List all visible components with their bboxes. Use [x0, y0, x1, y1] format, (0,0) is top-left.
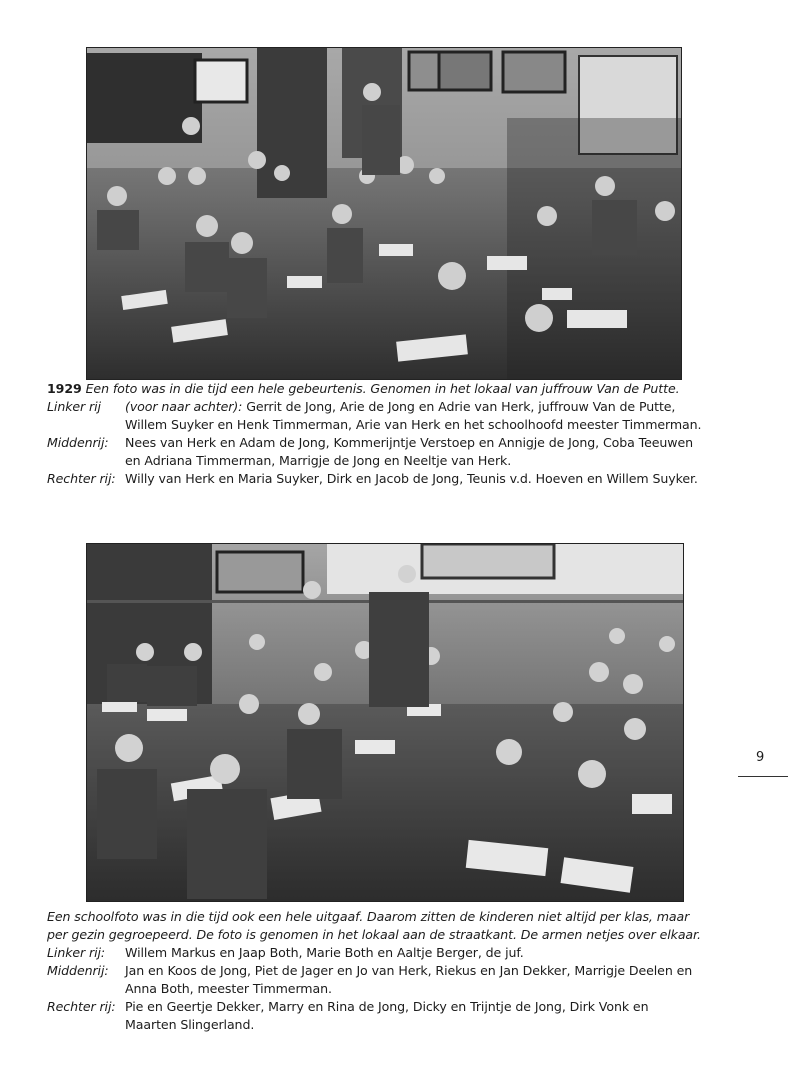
row-text: Maarten Slingerland. — [125, 1017, 255, 1032]
row-label: Middenrij: — [47, 963, 109, 978]
row-text: Anna Both, meester Timmerman. — [125, 981, 332, 996]
classroom-photo-street-side — [86, 543, 684, 902]
caption-row — [47, 944, 737, 962]
photo-1-caption — [47, 380, 737, 500]
caption-intro: Een foto was in die tijd een hele gebeurtenis. Genomen in het lokaal van juffrouw Van de Putte. — [85, 381, 680, 396]
row-text: Nees van Herk en Adam de Jong, Kommerijntje Verstoep en Annigje de Jong, Coba Teeuwen — [125, 435, 694, 450]
row-label: Rechter rij: — [47, 999, 116, 1014]
page-number-rule — [738, 776, 788, 777]
row-label: Linker rij — [47, 399, 101, 414]
row-text: en Adriana Timmerman, Marrigje de Jong en Neeltje van Herk. — [125, 453, 512, 468]
caption-intro-line: Een schoolfoto was in die tijd ook een hele uitgaaf. Daarom zitten de kinderen niet altijd per klas, maar — [47, 909, 690, 924]
classroom-photo-1929 — [86, 47, 682, 380]
row-text: Pie en Geertje Dekker, Marry en Rina de Jong, Dicky en Trijntje de Jong, Dirk Vonk en — [125, 999, 649, 1014]
row-text: Gerrit de Jong, Arie de Jong en Adrie van Herk, juffrouw Van de Putte, — [246, 399, 676, 414]
caption-row — [47, 1016, 737, 1034]
row-text: Willem Suyker en Henk Timmerman, Arie van Herk en het schoolhoofd meester Timmerman. — [125, 417, 702, 432]
row-label: Linker rij: — [47, 945, 106, 960]
caption-row — [47, 452, 737, 470]
row-text: Willem Markus en Jaap Both, Marie Both en Aaltje Berger, de juf. — [125, 945, 524, 960]
photo-2-caption — [47, 908, 737, 1048]
page-number: 9 — [756, 750, 765, 765]
caption-intro-line: per gezin gegroepeerd. De foto is genomen in het lokaal aan de straatkant. De armen netjes over elkaar. — [47, 927, 701, 942]
row-label: Middenrij: — [47, 435, 109, 450]
caption-row — [47, 980, 737, 998]
caption-year: 1929 — [47, 381, 82, 396]
classroom-photo-1929-image — [87, 48, 681, 379]
classroom-photo-street-side-image — [87, 544, 683, 901]
row-label: Rechter rij: — [47, 471, 116, 486]
row-text: Willy van Herk en Maria Suyker, Dirk en Jacob de Jong, Teunis v.d. Hoeven en Willem Suyker. — [125, 471, 698, 486]
caption-row — [47, 416, 737, 434]
row-text-italic: (voor naar achter): — [125, 399, 243, 414]
caption-row — [47, 470, 737, 488]
caption-row — [47, 962, 737, 980]
caption-row — [47, 434, 737, 452]
row-text: Jan en Koos de Jong, Piet de Jager en Jo van Herk, Riekus en Jan Dekker, Marrigje Deelen en — [125, 963, 693, 978]
caption-row — [47, 398, 737, 416]
caption-row — [47, 998, 737, 1016]
